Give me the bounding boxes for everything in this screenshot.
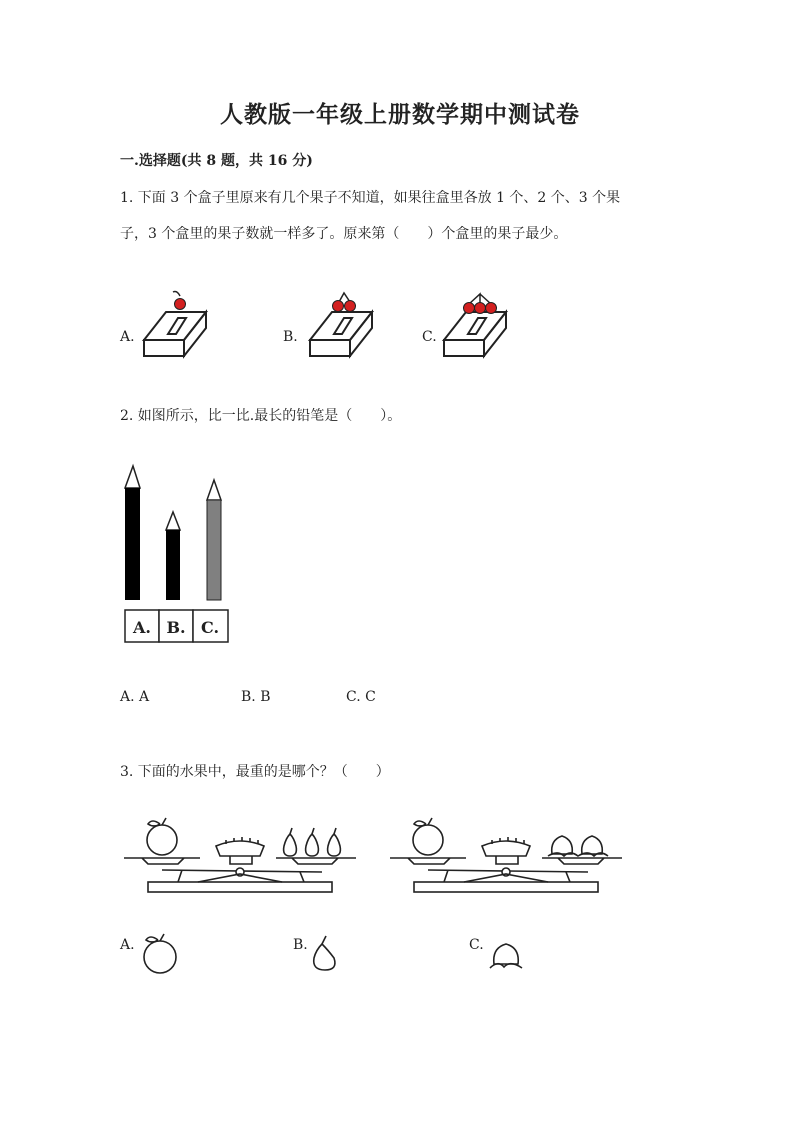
pencil-label-b: B. [166,618,186,637]
apple-icon [138,932,184,976]
box-with-2-cherries-icon [306,288,378,360]
question-1-text-line2: 子，3 个盒里的果子数就一样多了。原来第（ ）个盒里的果子最少。 [120,226,568,242]
pencils-figure [120,462,235,647]
q3-option-c-label[interactable]: C. [469,937,484,953]
pencil-label-c: C. [200,618,220,637]
box-with-1-cherry-icon [140,288,210,360]
q1-option-a-label[interactable]: A. [120,329,135,345]
question-1 [120,180,690,252]
pear-icon [308,934,342,974]
pencil-label-a: A. [133,618,151,637]
q2-option-a[interactable]: A. A [120,689,150,705]
q2-option-b[interactable]: B. B [241,689,271,705]
q3-option-a-label[interactable]: A. [120,937,135,953]
question-1-text-line1: 1. 下面 3 个盒子里原来有几个果子不知道，如果往盒里各放 1 个、2 个、3 个果 [120,190,621,206]
box-with-3-cherries-icon [440,288,512,360]
question-3-text: 3. 下面的水果中，最重的是哪个？（ ） [120,764,390,780]
question-2-text: 2. 如图所示，比一比.最长的铅笔是（ ）。 [120,408,402,424]
balance-apple-vs-pears [122,816,362,896]
q3-option-b-label[interactable]: B. [293,937,308,953]
q2-option-c[interactable]: C. C [346,689,376,705]
page-title: 人教版一年级上册数学期中测试卷 [220,101,580,128]
peach-icon [486,940,526,974]
balance-apple-vs-peaches [388,816,628,896]
q1-option-b-label[interactable]: B. [283,329,298,345]
section-heading: 一.选择题(共 8 题，共 16 分) [120,153,313,169]
q1-option-c-label[interactable]: C. [422,329,437,345]
